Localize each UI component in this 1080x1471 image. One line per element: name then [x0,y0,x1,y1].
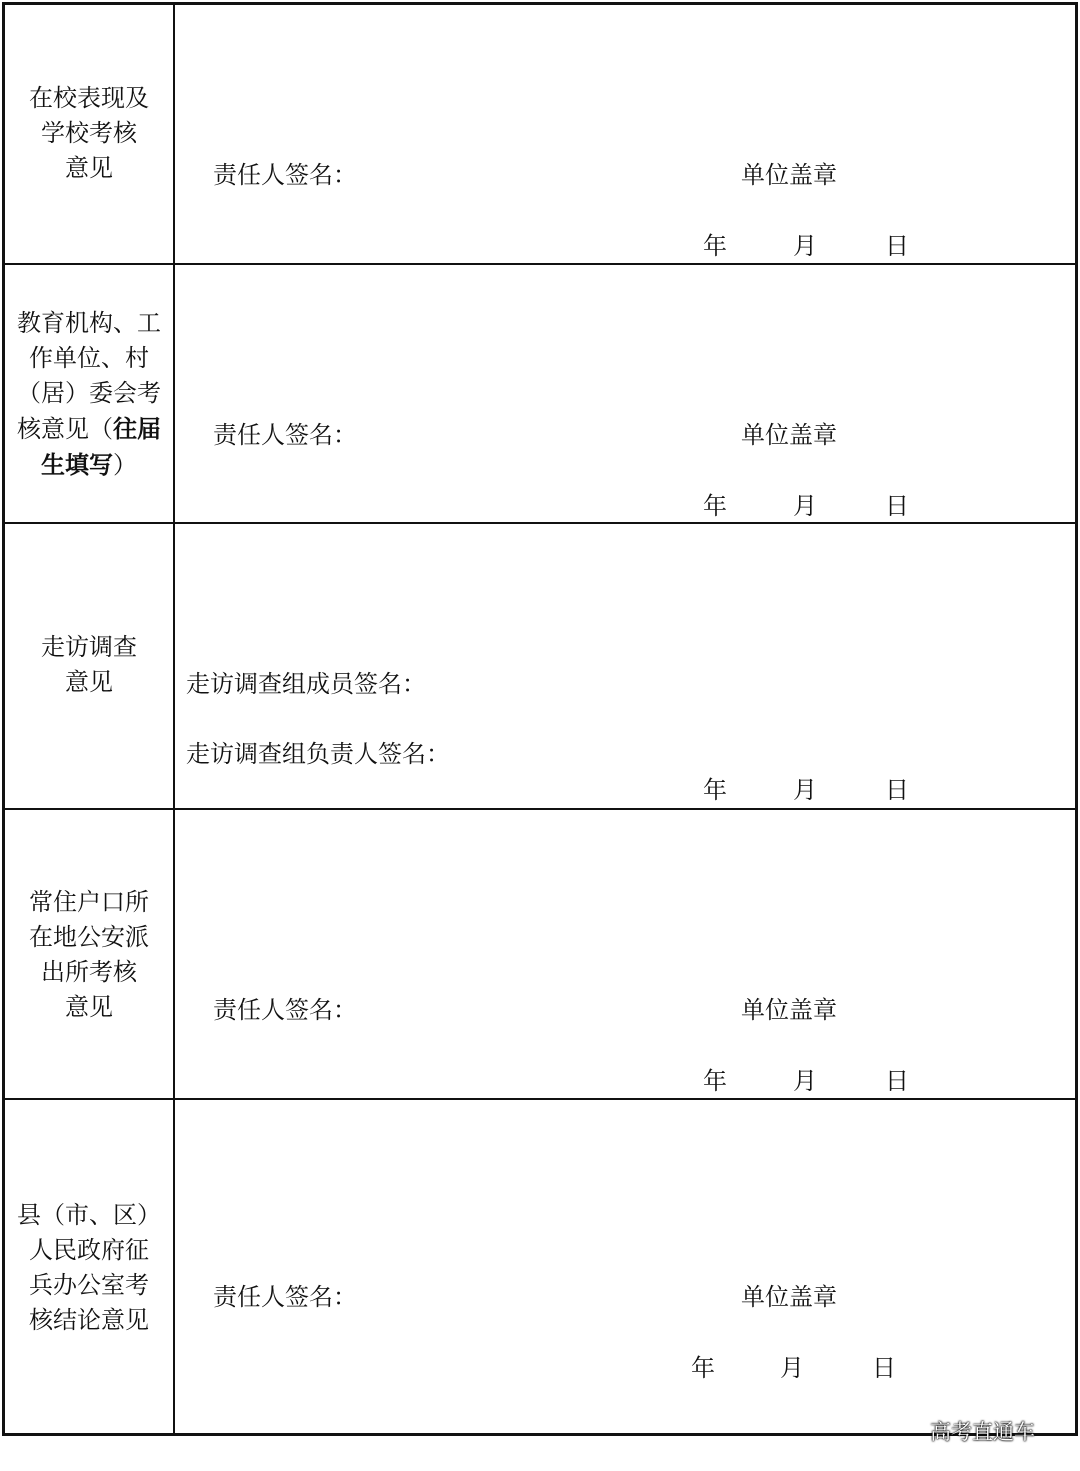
leader-signature-label: 走访调查组负责人签名： [186,740,450,768]
seal-label: 单位盖章 [741,1283,837,1311]
month-label: 月 [793,492,817,520]
review-form-table [2,2,1078,1436]
year-label: 年 [703,492,727,520]
row-label [5,630,173,700]
month-label: 月 [793,232,817,260]
label-line: 核意见（往届 [17,414,161,443]
row-label [5,306,173,483]
label-line: 意见 [65,668,113,696]
day-label: 日 [885,492,909,520]
year-label: 年 [691,1354,715,1382]
label-line: 出所考核 [41,958,137,986]
label-line: 在校表现及 [29,84,149,112]
label-line: 学校考核 [41,119,137,147]
label-line: 意见 [65,154,113,182]
label-line: （居）委会考 [17,379,161,407]
row-visit-survey [5,522,1075,808]
row-school-review [5,5,1075,263]
label-line: 核结论意见 [29,1306,149,1334]
label-line: 县（市、区） [17,1201,161,1229]
year-label: 年 [703,776,727,804]
label-line: 常住户口所 [29,888,149,916]
row-institution-review [5,263,1075,522]
year-label: 年 [703,232,727,260]
signature-label: 责任人签名： [213,1283,357,1311]
member-signature-label: 走访调查组成员签名： [186,670,426,698]
row-police-review [5,808,1075,1098]
label-line: 兵办公室考 [29,1271,149,1299]
label-line: 生填写） [41,450,137,479]
year-label: 年 [703,1067,727,1095]
row-label [5,1198,173,1338]
signature-label: 责任人签名： [213,996,357,1024]
month-label: 月 [793,1067,817,1095]
label-line: 在地公安派 [29,923,149,951]
seal-label: 单位盖章 [741,161,837,189]
row-label [5,81,173,186]
row-label [5,885,173,1025]
day-label: 日 [885,776,909,804]
month-label: 月 [793,776,817,804]
seal-label: 单位盖章 [741,421,837,449]
day-label: 日 [872,1354,896,1382]
label-line: 教育机构、工 [17,309,161,337]
label-line: 意见 [65,993,113,1021]
label-line: 人民政府征 [29,1236,149,1264]
month-label: 月 [780,1354,804,1382]
signature-label: 责任人签名： [213,161,357,189]
watermark-text: 高考直通车 [930,1420,1035,1444]
signature-label: 责任人签名： [213,421,357,449]
label-line: 走访调查 [41,633,137,661]
day-label: 日 [885,232,909,260]
label-line: 作单位、村 [29,344,149,372]
day-label: 日 [885,1067,909,1095]
row-conscription-review [5,1098,1075,1433]
seal-label: 单位盖章 [741,996,837,1024]
